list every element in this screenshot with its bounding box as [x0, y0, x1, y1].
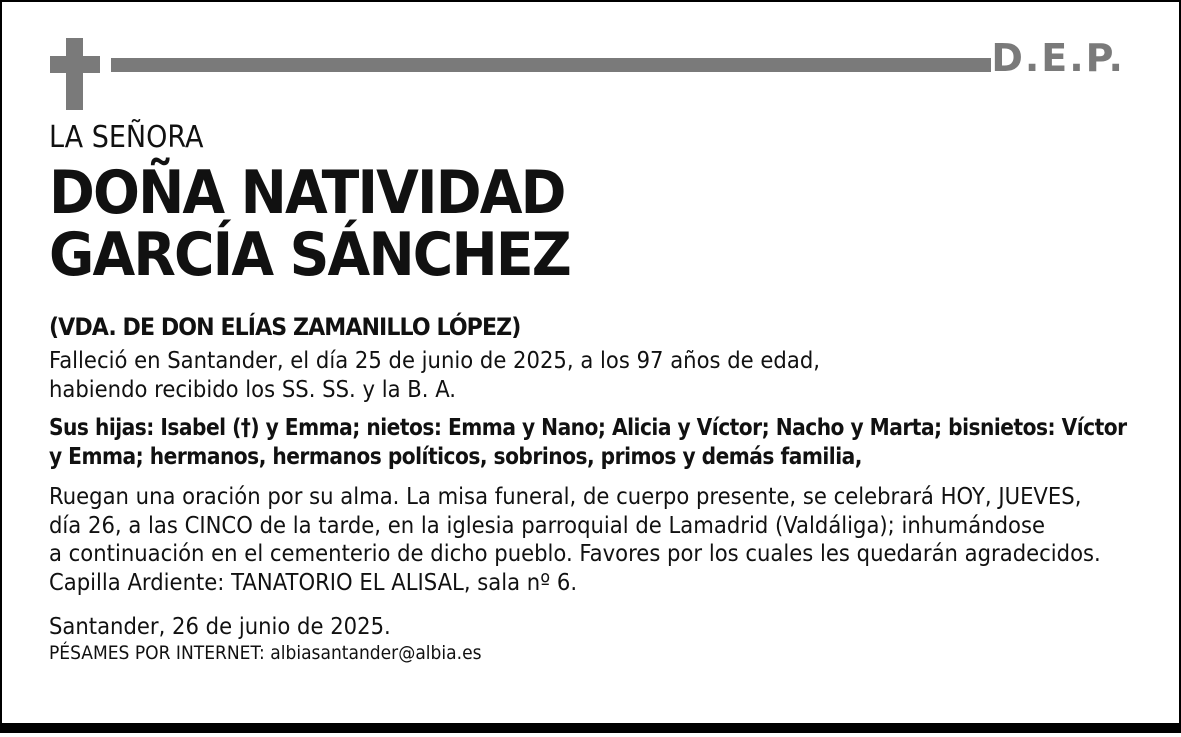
obituary-content	[49, 120, 1139, 665]
death-info-line1: Falleció en Santander, el día 25 de junio de 2025, a los 97 años de edad,	[49, 346, 820, 374]
date-line: Santander, 26 de junio de 2025.	[49, 612, 391, 640]
honorific: LA SEÑORA	[49, 120, 204, 155]
header-rule	[111, 58, 991, 72]
cross-icon-vertical	[66, 38, 83, 110]
service-line1: Ruegan una oración por su alma. La misa funeral, de cuerpo presente, se celebrará HOY, JUEVES,	[49, 482, 1082, 510]
service-line3: a continuación en el cementerio de dicho pueblo. Favores por los cuales les quedarán agradecidos.	[49, 539, 1101, 567]
cross-icon-horizontal	[50, 56, 100, 73]
widow-of: (VDA. DE DON ELÍAS ZAMANILLO LÓPEZ)	[49, 313, 521, 341]
deceased-name-line1: DOÑA NATIVIDAD	[49, 158, 565, 228]
service-line2: día 26, a las CINCO de la tarde, en la iglesia parroquial de Lamadrid (Valdáliga); inhumándose	[49, 510, 1045, 539]
dep-label: D.E.P.	[991, 36, 1125, 80]
deceased-name-line2: GARCÍA SÁNCHEZ	[49, 220, 570, 290]
family-line1: Sus hijas: Isabel (†) y Emma; nietos: Emma y Nano; Alicia y Víctor; Nacho y Marta; bisnietos: Víctor	[49, 413, 1127, 441]
condolences-line: PÉSAMES POR INTERNET: albiasantander@albia.es	[49, 641, 482, 664]
family-line2: y Emma; hermanos, hermanos políticos, sobrinos, primos y demás familia,	[49, 441, 862, 470]
chapel-line: Capilla Ardiente: TANATORIO EL ALISAL, sala nº 6.	[49, 567, 578, 596]
death-info-line2: habiendo recibido los SS. SS. y la B. A.	[49, 374, 457, 403]
